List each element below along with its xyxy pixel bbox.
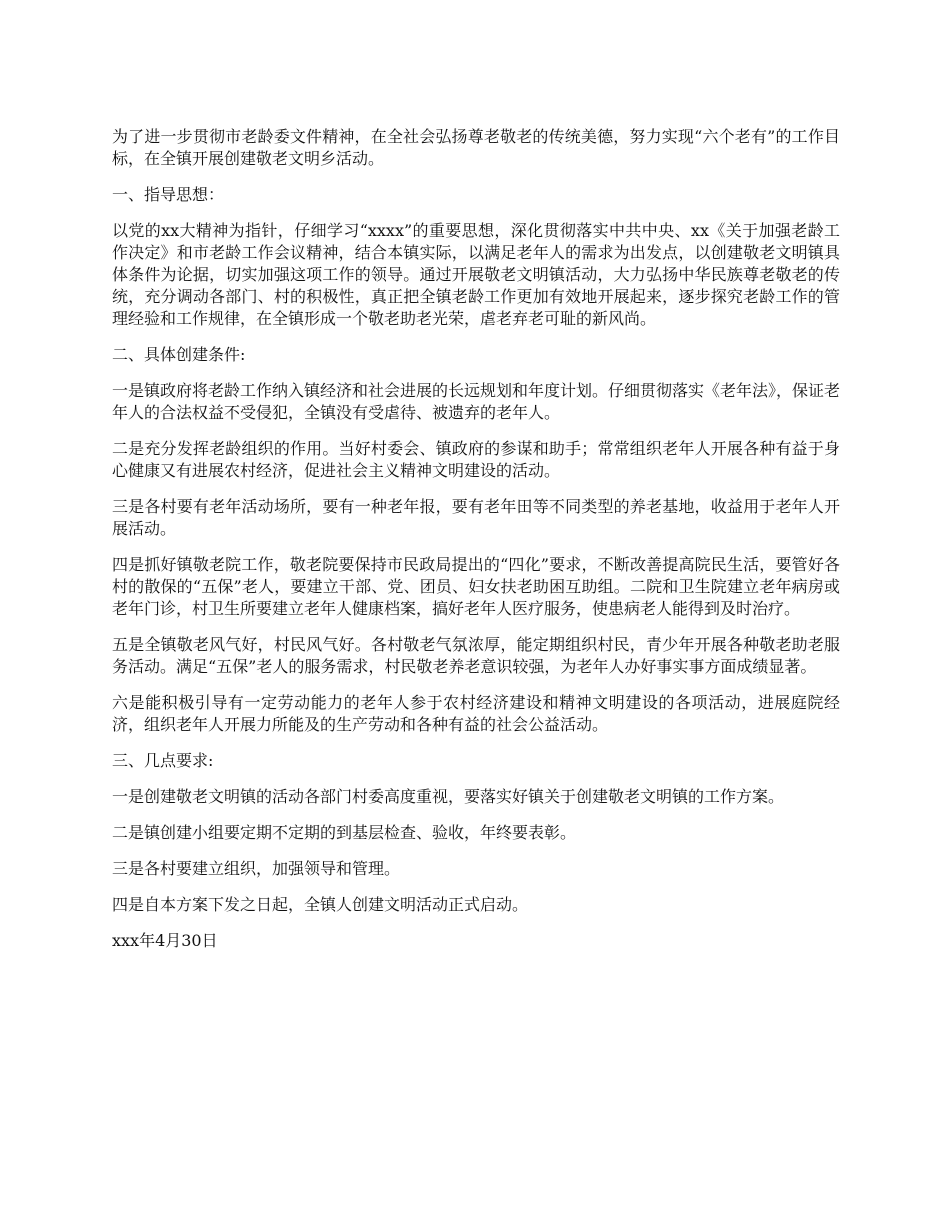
condition-paragraph: 一是镇政府将老龄工作纳入镇经济和社会进展的长远规划和年度计划。仔细贯彻落实《老年法》，保证老年人的合法权益不受侵犯，全镇没有受虐待、被遗弃的老年人。 bbox=[112, 381, 841, 422]
section-heading-guiding-ideology: 一、指导思想： bbox=[112, 185, 225, 204]
condition-paragraph: 二是充分发挥老龄组织的作用。当好村委会、镇政府的参谋和助手；常常组织老年人开展各种有益于身心健康又有进展农村经济，促进社会主义精神文明建设的活动。 bbox=[112, 439, 840, 480]
requirement-paragraph: 一是创建敬老文明镇的活动各部门村委高度重视，要落实好镇关于创建敬老文明镇的工作方案。 bbox=[112, 787, 785, 806]
condition-paragraph: 四是抓好镇敬老院工作，敬老院要保持市民政局提出的“四化”要求，不断改善提高院民生活，要管好各村的散保的“五保”老人，要建立干部、党、团员、妇女扶老助困互助组。二院和卫生院建立老年病房或老年门诊，村卫生所要建立老年人健康档案，搞好老年人医疗服务，使患病老人能得到及时治疗。 bbox=[112, 555, 840, 618]
section-heading-requirements: 三、几点要求: bbox=[112, 751, 214, 770]
requirement-paragraph: 三是各村要建立组织，加强领导和管理。 bbox=[112, 859, 401, 878]
document-date: xxx年4月30日 bbox=[112, 931, 218, 950]
document-body bbox=[112, 126, 840, 966]
requirement-paragraph: 四是自本方案下发之日起，全镇人创建文明活动正式启动。 bbox=[112, 895, 529, 914]
intro-paragraph: 为了进一步贯彻市老龄委文件精神，在全社会弘扬尊老敬老的传统美德，努力实现“六个老有”的工作目标，在全镇开展创建敬老文明乡活动。 bbox=[112, 127, 840, 168]
guiding-ideology-paragraph: 以党的xx大精神为指针，仔细学习“xxxx”的重要思想，深化贯彻落实中共中央、xx《关于加强老龄工作决定》和市老龄工作会议精神，结合本镇实际，以满足老年人的需求为出发点，以创建敬老文明镇具体条件为论据，切实加强这项工作的领导。通过开展敬老文明镇活动，大力弘扬中华民族尊老敬老的传统，充分调动各部门、村的积极性，真正把全镇老龄工作更加有效地开展起来，逐步探究老龄工作的管理经验和工作规律，在全镇形成一个敬老助老光荣，虐老弃老可耻的新风尚。 bbox=[112, 221, 840, 328]
requirement-paragraph: 二是镇创建小组要定期不定期的到基层检查、验收，年终要表彰。 bbox=[112, 823, 577, 842]
condition-paragraph: 三是各村要有老年活动场所，要有一种老年报，要有老年田等不同类型的养老基地，收益用于老年人开展活动。 bbox=[112, 497, 840, 538]
section-heading-creation-conditions: 二、具体创建条件: bbox=[112, 345, 246, 364]
condition-paragraph: 六是能积极引导有一定劳动能力的老年人参于农村经济建设和精神文明建设的各项活动，进展庭院经济，组织老年人开展力所能及的生产劳动和各种有益的社会公益活动。 bbox=[112, 693, 840, 734]
condition-paragraph: 五是全镇敬老风气好，村民风气好。各村敬老气氛浓厚，能定期组织村民，青少年开展各种敬老助老服务活动。满足“五保”老人的服务需求，村民敬老养老意识较强，为老年人办好事实事方面成绩显著。 bbox=[112, 635, 840, 676]
